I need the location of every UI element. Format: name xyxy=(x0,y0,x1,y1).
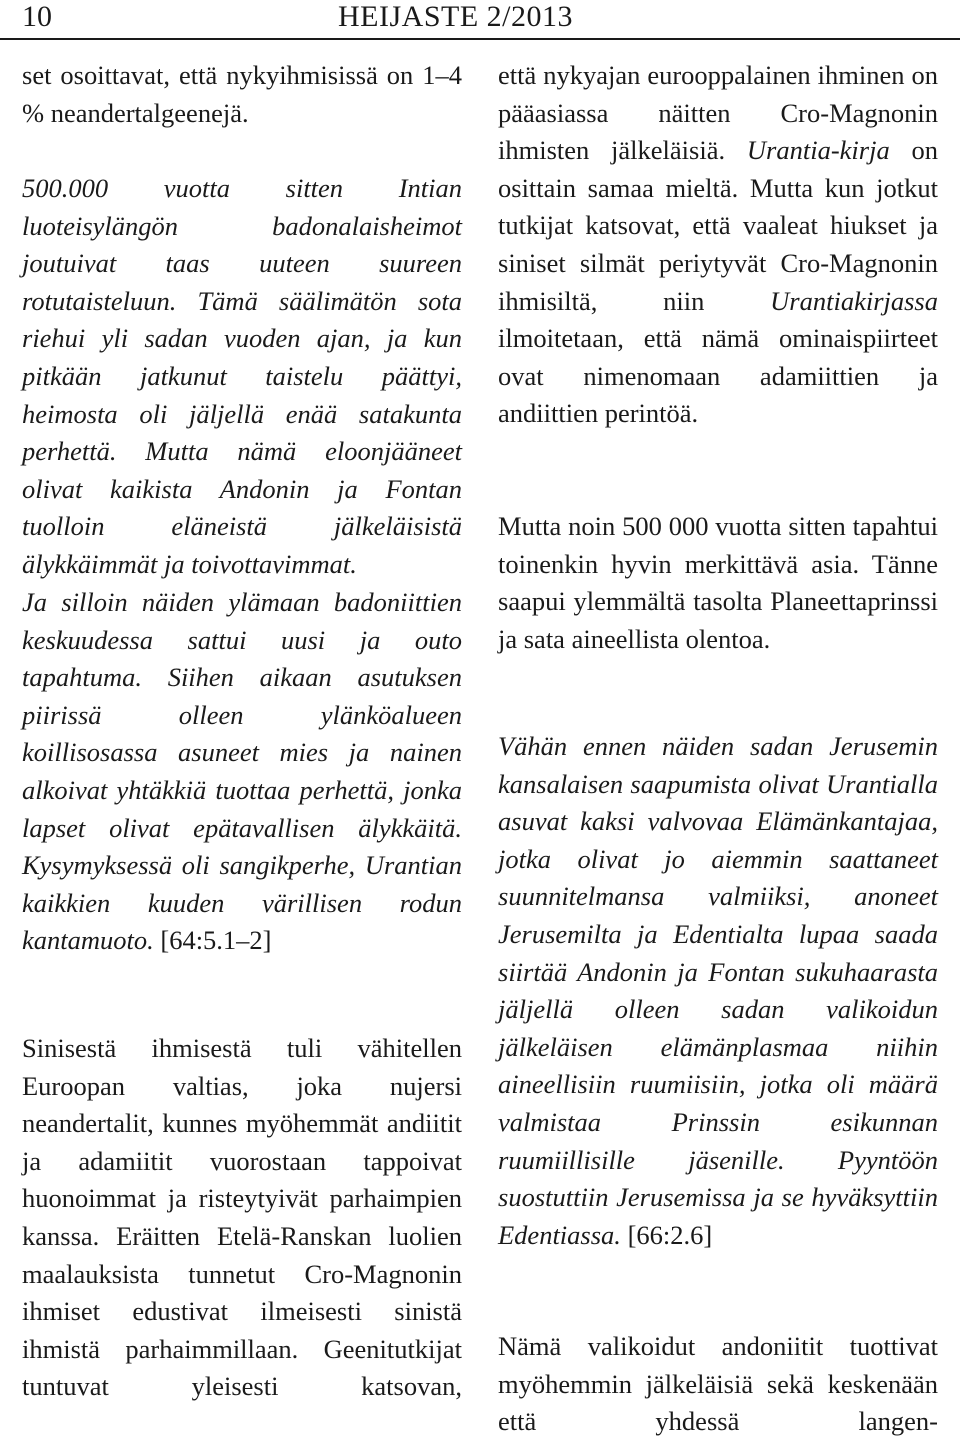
paragraph-andonite-descendants: Nämä valikoidut andoniitit tuottivat myöhemmin jälkeläisiä sekä keskenään että yhdessä langen- xyxy=(498,1331,938,1437)
reference-66-2: [66:2.6] xyxy=(620,1219,713,1250)
paragraph-life-carriers xyxy=(498,728,938,1254)
sangik-family-quote: Ja silloin näiden ylämaan badoniittien keskuudessa sattui uusi ja outo tapahtuma. Siihen aikaan asutuksen piirissä olleen ylänköalueen koillisosassa asuneet mies ja nainen alkoivat yhtäkkiä tuottaa perhettä, jonka lapset olivat epätavallisen älykkäitä. Kysymyksessä oli sangikperhe, Urantian kaikkien kuuden värillisen rodun kantamuoto. xyxy=(22,587,462,956)
page-number: 10 xyxy=(22,0,52,33)
page-header xyxy=(0,0,960,40)
cro-magnon-text-2: on osittain samaa mieltä. Mutta kun jotkut tutkijat katsovat, että vaaleat hiukset ja siniset silmät periytyvät Cro-Magnonin ihmisiltä, niin xyxy=(498,135,939,316)
paragraph-blue-man: Sinisestä ihmisestä tuli vähitellen Euroopan valtias, joka nujersi neandertalit, kunnes myöhemmät andiitit ja adamiitit vuorostaan tappoivat huonoimmat ja risteytyivät parhaimpien kanssa. Eräitten Etelä-Ranskan luolien maalauksista tunnetut Cro-Magnonin ihmiset edustivat ilmeisesti sinistä ihmistä parhaimmillaan. Geenitutkijat tuntuvat yleisesti katsovan, xyxy=(22,1033,462,1402)
paragraph-neanderthal-genes: set osoittavat, että nykyihmisissä on 1–4 % neandertalgeenejä. xyxy=(22,60,462,128)
reference-64-5: [64:5.1–2] xyxy=(153,925,272,956)
paragraph-cro-magnon xyxy=(498,57,938,433)
magazine-issue-title: HEIJASTE 2/2013 xyxy=(338,0,573,33)
cro-magnon-text-1: että nykyajan eurooppalainen ihminen on pääasiassa näitten Cro-Magnonin ihmisten jälkeläisiä. xyxy=(498,60,938,166)
paragraph-badonite-war: 500.000 vuotta sitten Intian luoteisylängön badonalaisheimot joutuivat taas uuteen suureen rotutaisteluun. Tämä säälimätön sota riehui yli sadan vuoden ajan, ja kun pitkään jatkunut taistelu päättyi, heimosta oli jäljellä enää satakunta perhettä. Mutta nämä eloonjääneet olivat kaikista Andonin ja Fontan tuolloin eläneistä jälkeläisistä älykkäimmät ja toivottavimmat. xyxy=(22,173,462,579)
header-divider xyxy=(0,38,960,40)
life-carriers-quote: Vähän ennen näiden sadan Jerusemin kansalaisen saapumista olivat Urantialla asuvat kaksi valvovaa Elämänkantajaa, jotka olivat jo aiemmin saattaneet suunnitelmansa valmiiksi, anoneet Jerusemilta ja Edentialta lupaa saada siirtää Andonin ja Fontan sukuhaarasta jäljellä olleen sadan valikoidun jälkeläisen elämänplasmaa niihin aineellisiin ruumiisiin, jotka oli määrä valmistaa Prinssin esikunnan ruumiillisille jäsenille. Pyyntöön suostuttiin Jerusemissa ja se hyväksyttiin Edentiassa. xyxy=(498,731,938,1250)
cro-magnon-text-3: ilmoitetaan, että nämä ominaispiirteet ovat nimenomaan adamiittien ja andiittien perintöä. xyxy=(498,323,938,429)
paragraph-planetary-prince: Mutta noin 500 000 vuotta sitten tapahtui toinenkin hyvin merkittävä asia. Tänne saapui ylemmältä tasolta Planeettaprinssi ja sata aineellista olentoa. xyxy=(498,511,938,654)
book-title-urantia: Urantia-kirja xyxy=(746,135,890,166)
book-title-urantia-inflected: Urantiakirjassa xyxy=(770,285,938,316)
paragraph-sangik-family xyxy=(22,584,462,960)
